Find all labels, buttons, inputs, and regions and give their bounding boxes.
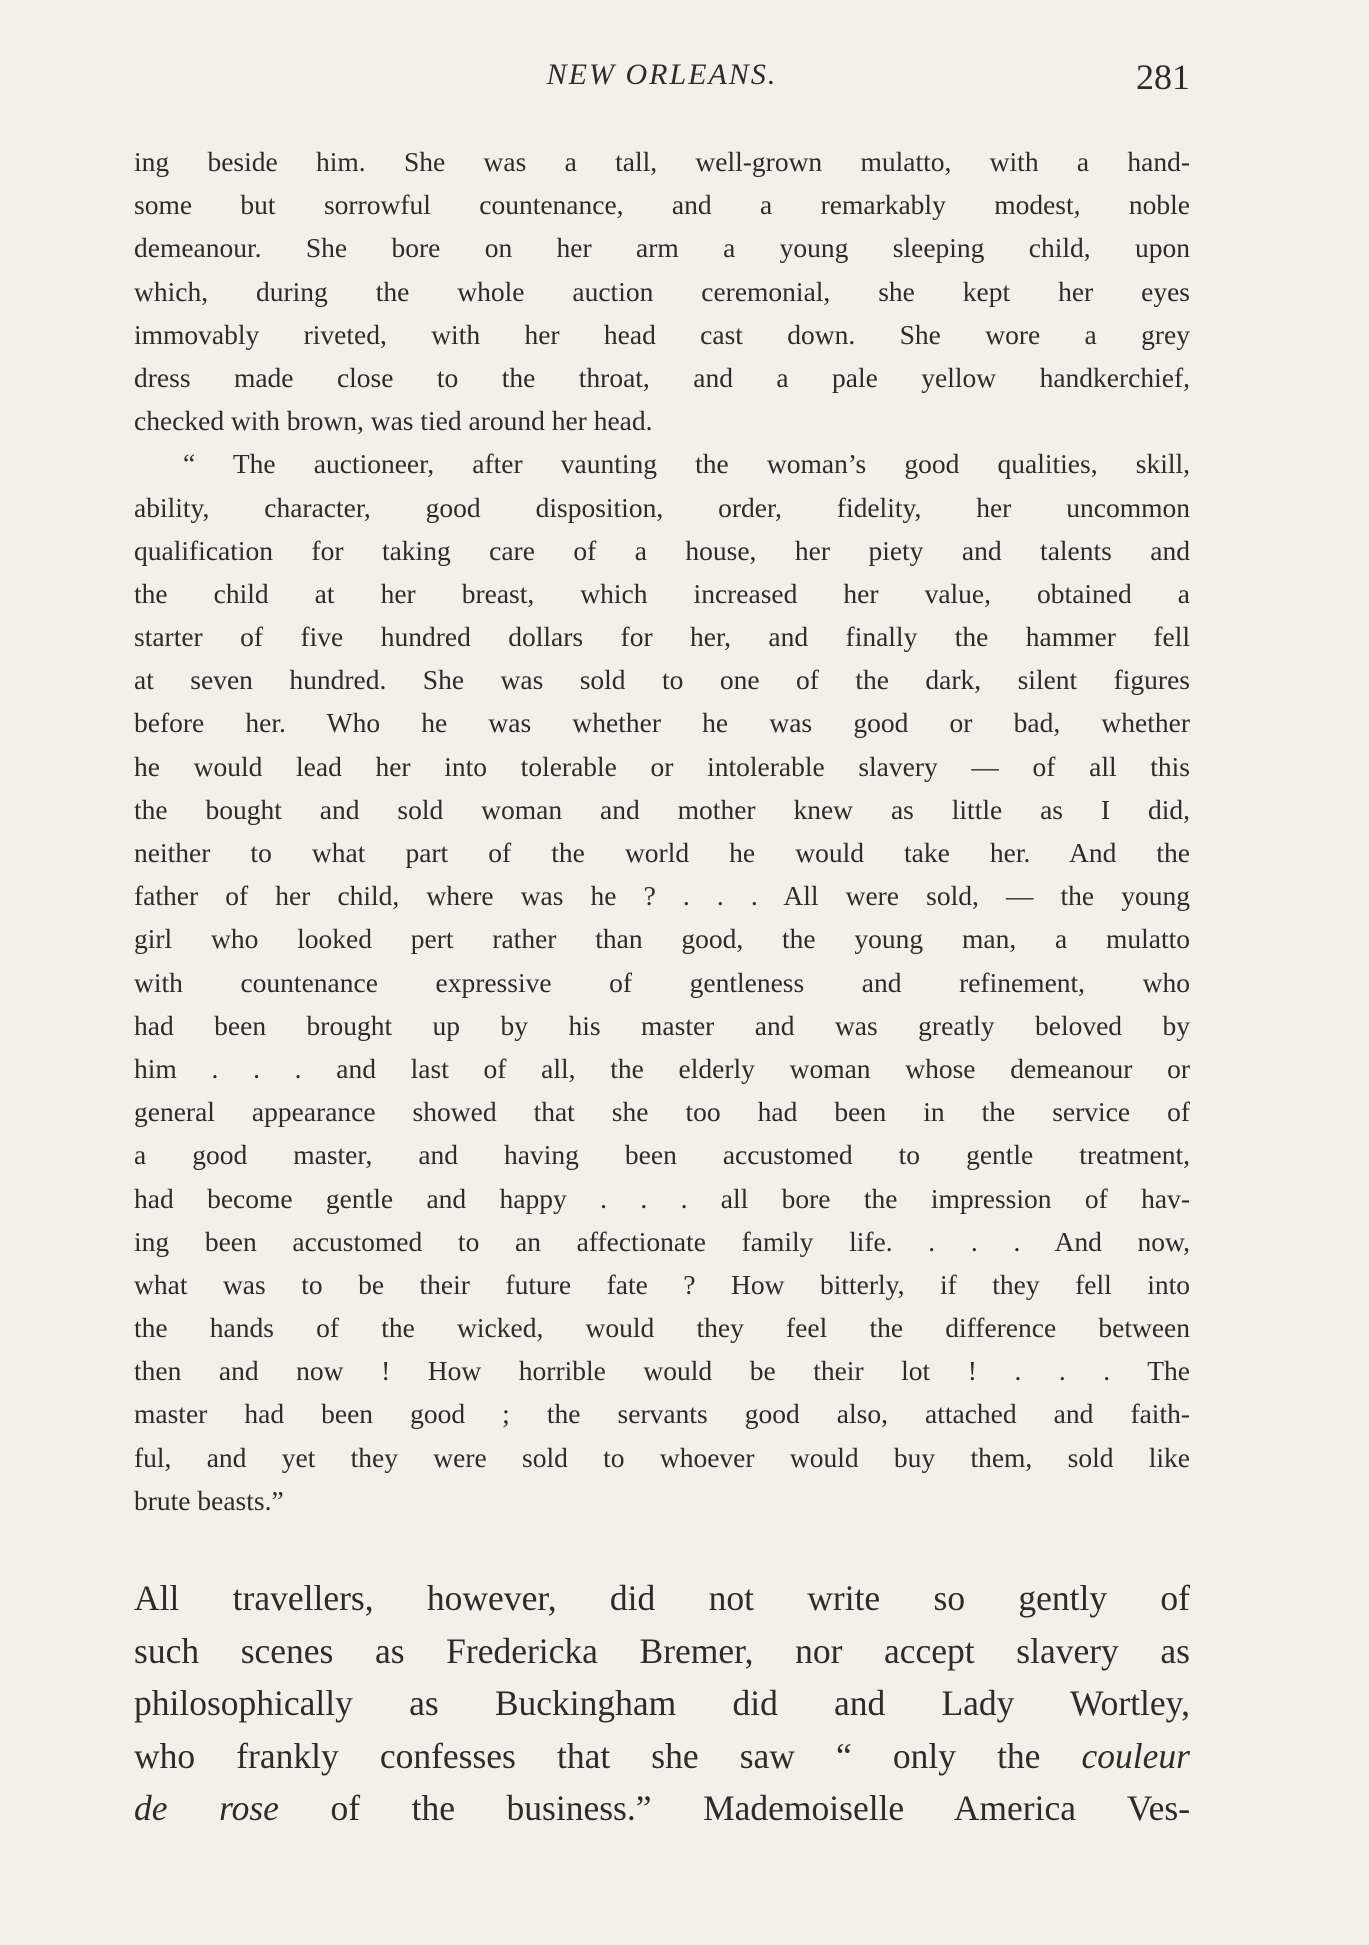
quote-line: master had been good ; the servants good also, attached and faith- (134, 1398, 1190, 1430)
quote-line: immovably riveted, with her head cast down. She wore a grey (134, 318, 1190, 350)
quote-line: which, during the whole auction ceremonial, she kept her eyes (134, 275, 1190, 307)
quote-line: the bought and sold woman and mother knew as little as I did, (134, 793, 1190, 825)
quote-line: with countenance expressive of gentleness and refinement, who (134, 966, 1190, 998)
quote-line: the child at her breast, which increased her value, obtained a (134, 577, 1190, 609)
quote-line: the hands of the wicked, would they feel the difference between (134, 1312, 1190, 1344)
body-line (134, 1782, 1190, 1835)
running-head (134, 58, 1190, 108)
quote-line: before her. Who he was whether he was good or bad, whether (134, 707, 1190, 739)
body-line: All travellers, however, did not write so gently of (134, 1578, 1190, 1618)
quoted-passage (134, 140, 1190, 1522)
quote-line: “ The auctioneer, after vaunting the woman’s good qualities, skill, (183, 448, 1190, 480)
quote-line: general appearance showed that she too had been in the service of (134, 1096, 1190, 1128)
quote-line: qualification for taking care of a house, her piety and talents and (134, 534, 1190, 566)
body-line: philosophically as Buckingham did and Lady Wortley, (134, 1683, 1190, 1723)
body-paragraph (134, 1572, 1190, 1835)
quote-line: checked with brown, was tied around her head. (134, 405, 653, 437)
quote-line: brute beasts.” (134, 1484, 284, 1516)
quote-line: ing been accustomed to an affectionate family life. . . . And now, (134, 1225, 1190, 1257)
quote-line: at seven hundred. She was sold to one of the dark, silent figures (134, 664, 1190, 696)
body-line-text: who frankly confesses that she saw “ only the (134, 1735, 1041, 1776)
quote-line: some but sorrowful countenance, and a remarkably modest, noble (134, 189, 1190, 221)
quote-line: ability, character, good disposition, order, fidelity, her uncommon (134, 491, 1190, 523)
quote-line: ful, and yet they were sold to whoever would buy them, sold like (134, 1441, 1190, 1473)
quote-line: had been brought up by his master and was greatly beloved by (134, 1009, 1190, 1041)
running-title: NEW ORLEANS. (546, 58, 778, 91)
page-number: 281 (1136, 57, 1190, 97)
quote-line: him . . . and last of all, the elderly woman whose demeanour or (134, 1052, 1190, 1084)
quote-line: then and now ! How horrible would be their lot ! . . . The (134, 1355, 1190, 1387)
quote-line: he would lead her into tolerable or intolerable slavery — of all this (134, 750, 1190, 782)
body-line (134, 1730, 1190, 1783)
italic-phrase: couleur (1081, 1735, 1190, 1776)
quote-line: starter of five hundred dollars for her, and finally the hammer fell (134, 621, 1190, 653)
quote-line: father of her child, where was he ? . . . All were sold, — the young (134, 880, 1190, 912)
quote-line: demeanour. She bore on her arm a young sleeping child, upon (134, 232, 1190, 264)
quote-line: what was to be their future fate ? How bitterly, if they fell into (134, 1268, 1190, 1300)
quote-line: neither to what part of the world he would take her. And the (134, 837, 1190, 868)
body-line-text: of the business.” Mademoiselle America Ves- (330, 1788, 1190, 1828)
body-line: such scenes as Fredericka Bremer, nor accept slavery as (134, 1630, 1190, 1671)
quote-line: ing beside him. She was a tall, well-grown mulatto, with a hand- (134, 146, 1190, 177)
quote-line: dress made close to the throat, and a pale yellow handkerchief, (134, 361, 1190, 393)
quote-line: had become gentle and happy . . . all bore the impression of hav- (134, 1182, 1190, 1214)
quote-line: a good master, and having been accustomed to gentle treatment, (134, 1139, 1190, 1171)
quote-line: girl who looked pert rather than good, the young man, a mulatto (134, 923, 1190, 955)
italic-phrase: de rose (134, 1788, 279, 1828)
